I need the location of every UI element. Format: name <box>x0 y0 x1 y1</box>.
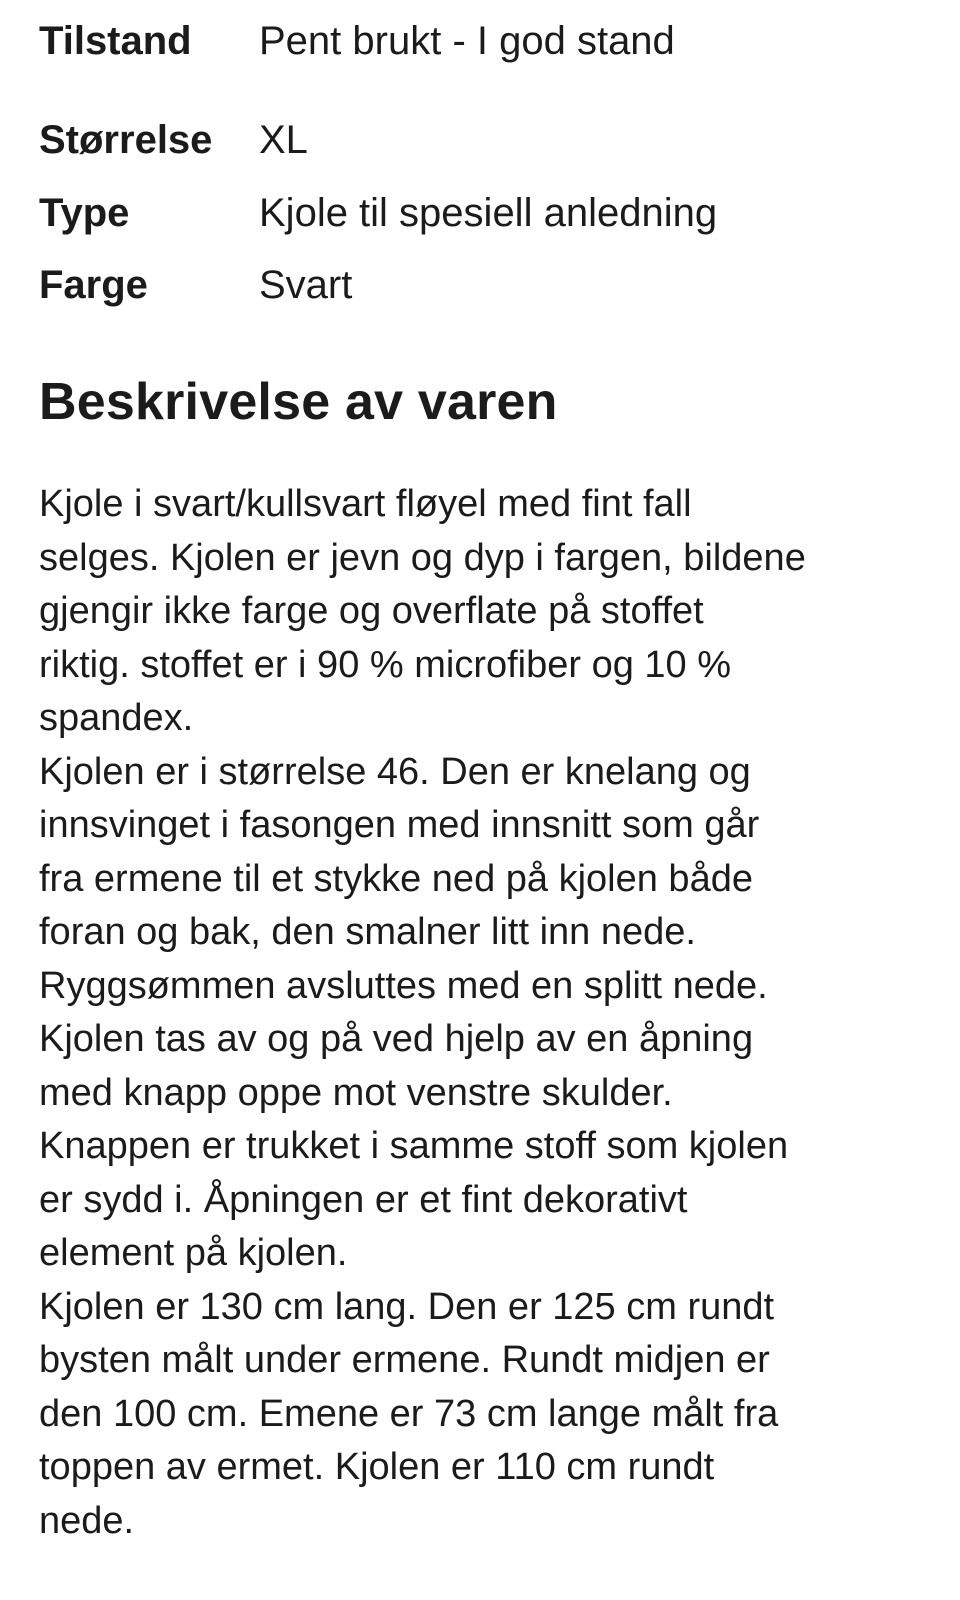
description-line: Kjolen tas av og på ved hjelp av en åpning <box>39 1018 754 1060</box>
description-line: med knapp oppe mot venstre skulder. <box>39 1071 673 1114</box>
attribute-value: Kjole til spesiell anledning <box>259 190 718 235</box>
description-line: fra ermene til et stykke ned på kjolen både <box>39 857 753 900</box>
description-text <box>39 478 929 1548</box>
description-line: Kjolen er i størrelse 46. Den er knelang og <box>39 750 751 793</box>
attribute-value: Svart <box>259 262 353 307</box>
description-heading: Beskrivelse av varen <box>39 373 558 431</box>
attribute-label: Type <box>39 190 130 235</box>
attribute-label: Størrelse <box>39 117 213 162</box>
description-line: Knappen er trukket i samme stoff som kjolen <box>39 1125 789 1167</box>
description-line: Ryggsømmen avsluttes med en splitt nede. <box>39 964 768 1007</box>
attribute-label: Farge <box>39 262 148 307</box>
attribute-label: Tilstand <box>39 18 192 63</box>
description-line: foran og bak, den smalner litt inn nede. <box>39 911 696 953</box>
description-line: toppen av ermet. Kjolen er 110 cm rundt <box>39 1446 715 1488</box>
description-line: nede. <box>39 1499 135 1542</box>
description-line: er sydd i. Åpningen er et fint dekorativt <box>39 1178 688 1221</box>
attribute-value: Pent brukt - I god stand <box>259 18 675 63</box>
description-line: spandex. <box>39 697 194 739</box>
description-line: element på kjolen. <box>39 1232 348 1274</box>
description-line: riktig. stoffet er i 90 % microfiber og 10 % <box>39 643 732 686</box>
attribute-row-type <box>39 183 717 243</box>
attribute-row-color <box>39 255 352 315</box>
description-line: gjengir ikke farge og overflate på stoffet <box>39 590 704 632</box>
description-line: selges. Kjolen er jevn og dyp i fargen, bildene <box>39 536 806 579</box>
attribute-row-condition <box>39 11 675 71</box>
description-line: innsvinget i fasongen med innsnitt som går <box>39 804 760 846</box>
attribute-value: XL <box>259 117 308 162</box>
attribute-row-size <box>39 110 308 170</box>
description-line: den 100 cm. Emene er 73 cm lange målt fra <box>39 1392 779 1435</box>
description-line: Kjolen er 130 cm lang. Den er 125 cm rundt <box>39 1285 775 1328</box>
description-line: bysten målt under ermene. Rundt midjen er <box>39 1339 770 1381</box>
description-line: Kjole i svart/kullsvart fløyel med fint fall <box>39 483 692 525</box>
